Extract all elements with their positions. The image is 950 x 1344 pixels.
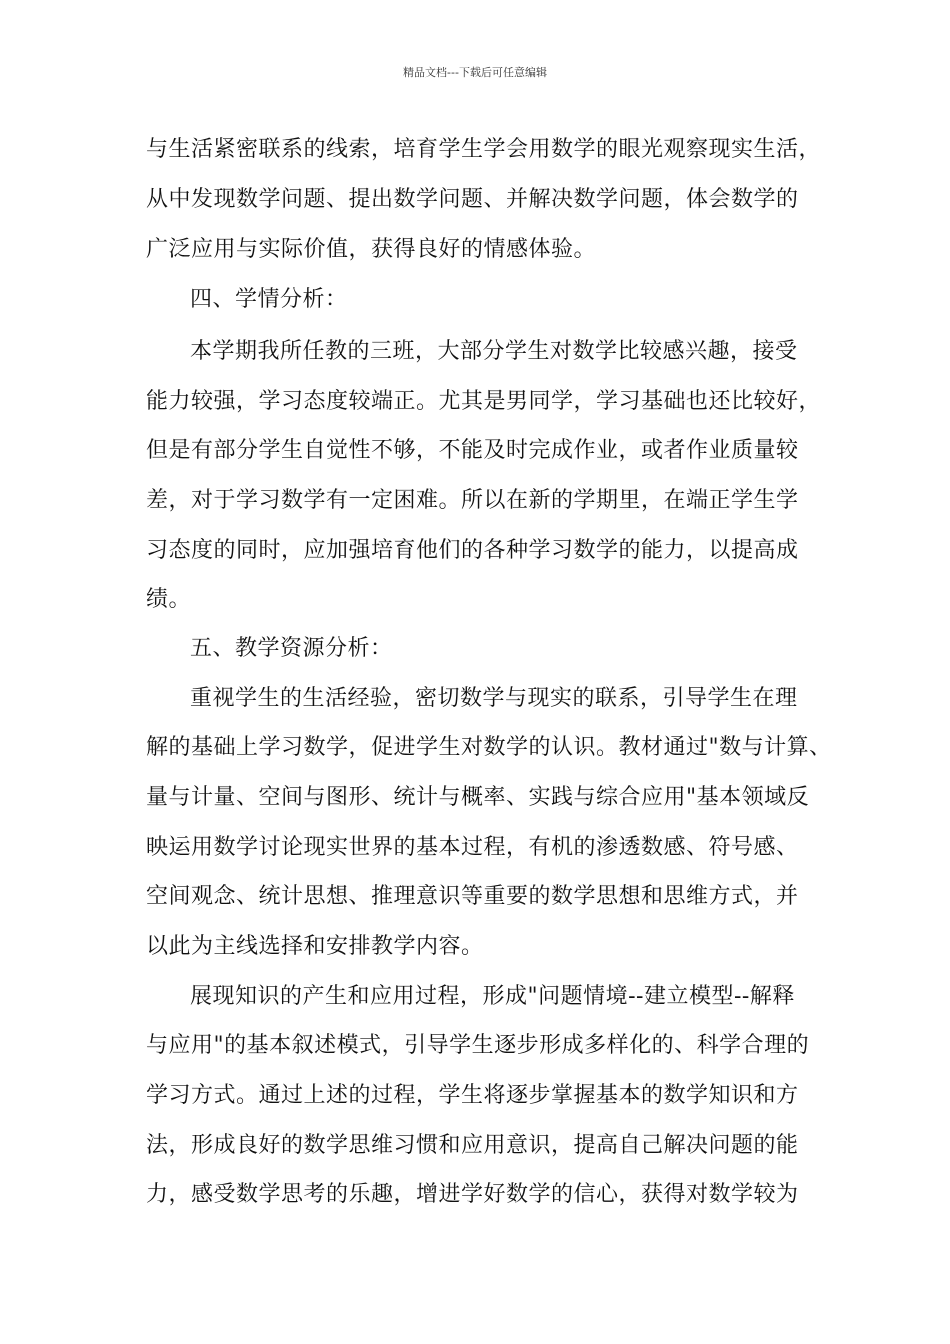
body-line: 力，感受数学思考的乐趣，增进学好数学的信心，获得对数学较为 [146, 1182, 799, 1207]
body-line: 能力较强，学习态度较端正。尤其是男同学，学习基础也还比较好， [146, 389, 822, 414]
section-heading: 五、教学资源分析： [190, 636, 393, 661]
body-line: 解的基础上学习数学，促进学生对数学的认识。教材通过"数与计算、 [146, 735, 832, 760]
body-line: 展现知识的产生和应用过程，形成"问题情境--建立模型--解释 [190, 984, 795, 1009]
body-line: 从中发现数学问题、提出数学问题、并解决数学问题，体会数学的 [146, 187, 799, 212]
body-line: 重视学生的生活经验，密切数学与现实的联系，引导学生在理 [190, 686, 798, 711]
body-line: 习态度的同时，应加强培育他们的各种学习数学的能力，以提高成 [146, 538, 799, 563]
body-line: 绩。 [146, 587, 192, 612]
body-line: 本学期我所任教的三班，大部分学生对数学比较感兴趣，接受 [190, 339, 798, 364]
body-line: 法，形成良好的数学思维习惯和应用意识，提高自己解决问题的能 [146, 1133, 799, 1158]
body-line: 与生活紧密联系的线索，培育学生学会用数学的眼光观察现实生活， [146, 137, 822, 162]
body-line: 但是有部分学生自觉性不够，不能及时完成作业，或者作业质量较 [146, 438, 799, 463]
body-line: 与应用"的基本叙述模式，引导学生逐步形成多样化的、科学合理的 [146, 1033, 810, 1058]
body-line: 广泛应用与实际价值，获得良好的情感体验。 [146, 237, 597, 262]
body-line: 空间观念、统计思想、推理意识等重要的数学思想和思维方式，并 [146, 884, 799, 909]
page-header: 精品文档---下载后可任意编辑 [403, 66, 547, 79]
body-line: 学习方式。通过上述的过程，学生将逐步掌握基本的数学知识和方 [146, 1083, 799, 1108]
body-line: 差，对于学习数学有一定困难。所以在新的学期里，在端正学生学 [146, 488, 799, 513]
body-line: 量与计量、空间与图形、统计与概率、实践与综合应用"基本领域反 [146, 785, 810, 810]
section-heading: 四、学情分析： [190, 287, 348, 312]
body-line: 映运用数学讨论现实世界的基本过程，有机的渗透数感、符号感、 [146, 835, 799, 860]
body-line: 以此为主线选择和安排教学内容。 [146, 934, 484, 959]
